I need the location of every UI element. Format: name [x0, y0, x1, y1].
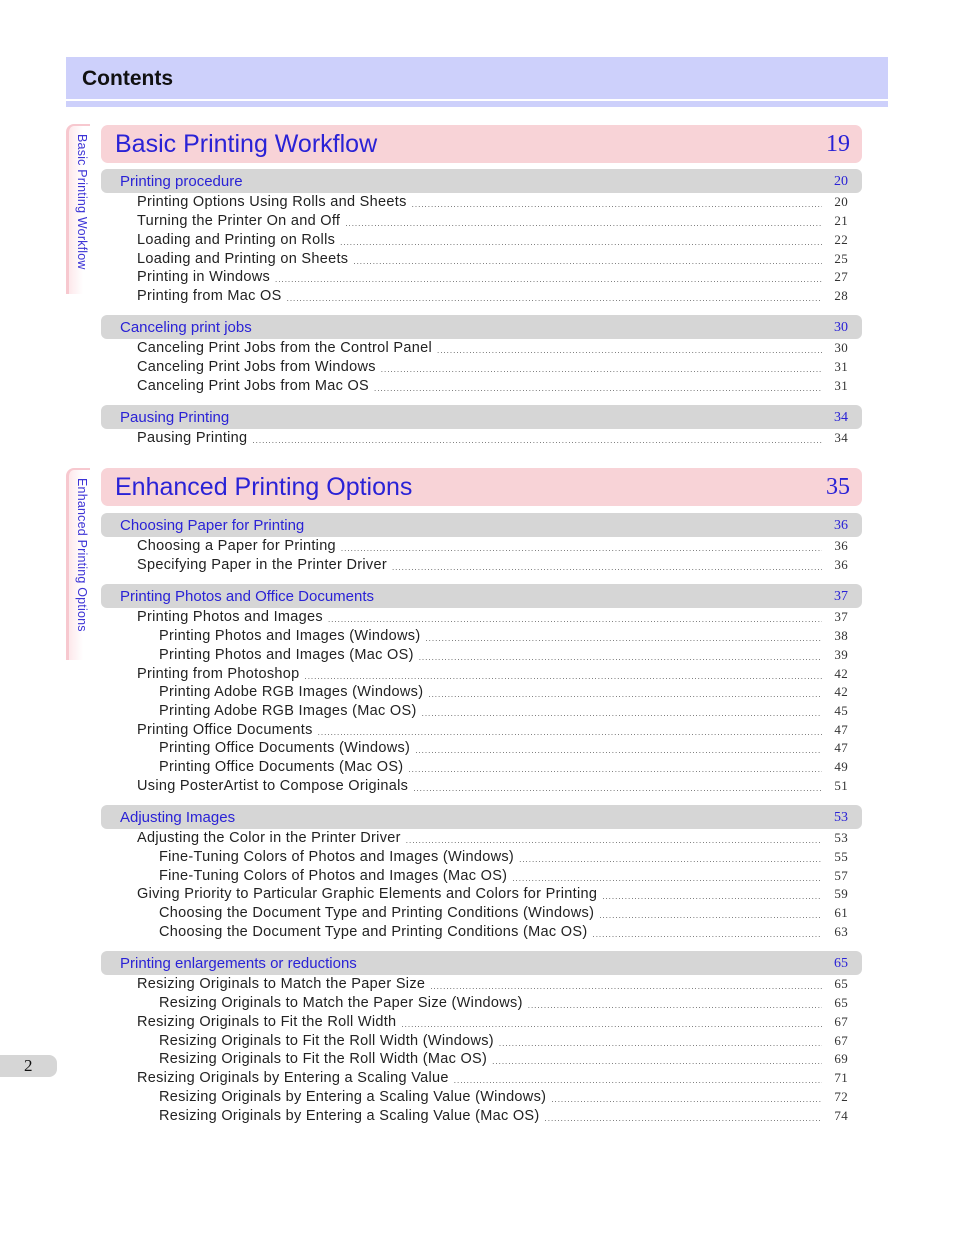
dot-leader	[275, 269, 822, 283]
entry-page-number: 47	[834, 740, 848, 755]
toc-entry[interactable]	[137, 359, 848, 378]
entry-page-number: 34	[834, 430, 848, 445]
entry-page-number: 49	[834, 759, 848, 774]
section-title: Printing enlargements or reductions	[120, 955, 357, 972]
toc-subentry[interactable]	[159, 905, 848, 924]
dot-leader	[545, 1108, 822, 1122]
dot-leader	[592, 924, 822, 938]
chapter-title: Enhanced Printing Options	[115, 473, 413, 501]
entry-title: Resizing Originals by Entering a Scaling Value (Windows)	[159, 1089, 547, 1105]
toc-subentry[interactable]	[159, 740, 848, 759]
entry-title: Using PosterArtist to Compose Originals	[137, 778, 409, 794]
toc-subentry[interactable]	[159, 628, 848, 647]
section-title: Printing Photos and Office Documents	[120, 588, 375, 605]
section-page-number: 36	[834, 518, 848, 533]
toc-entry[interactable]	[137, 232, 848, 251]
toc-subentry[interactable]	[159, 1108, 848, 1127]
dot-leader	[512, 868, 822, 882]
entry-title: Printing Photos and Images (Mac OS)	[159, 647, 414, 663]
entry-page-number: 65	[834, 976, 848, 991]
entry-page-number: 57	[834, 868, 848, 883]
dot-leader	[413, 778, 822, 792]
toc-entry[interactable]	[137, 340, 848, 359]
dot-leader	[412, 194, 822, 208]
toc-subentry[interactable]	[159, 849, 848, 868]
entry-title: Adjusting the Color in the Printer Driver	[137, 830, 401, 846]
entry-title: Printing Photos and Images (Windows)	[159, 628, 421, 644]
entry-title: Specifying Paper in the Printer Driver	[137, 557, 387, 573]
chapter-heading[interactable]	[101, 125, 862, 163]
section-heading[interactable]	[101, 951, 862, 975]
header-divider	[66, 101, 888, 107]
toc-entry[interactable]	[137, 830, 848, 849]
entry-title: Choosing the Document Type and Printing Conditions (Windows)	[159, 905, 595, 921]
chapter-page-number: 35	[826, 474, 850, 500]
entry-title: Fine-Tuning Colors of Photos and Images (Windows)	[159, 849, 515, 865]
dot-leader	[304, 666, 822, 680]
contents-header	[66, 57, 888, 99]
entry-title: Printing from Mac OS	[137, 288, 282, 304]
entry-title: Loading and Printing on Rolls	[137, 232, 336, 248]
toc-subentry[interactable]	[159, 1051, 848, 1070]
toc-subentry[interactable]	[159, 868, 848, 887]
dot-leader	[287, 288, 822, 302]
chapter-heading[interactable]	[101, 468, 862, 506]
entry-title: Resizing Originals to Fit the Roll Width (Mac OS)	[159, 1051, 488, 1067]
entry-title: Printing in Windows	[137, 269, 271, 285]
toc-subentry[interactable]	[159, 684, 848, 703]
dot-leader	[318, 722, 822, 736]
section-heading[interactable]	[101, 513, 862, 537]
entry-page-number: 22	[834, 232, 848, 247]
toc-subentry[interactable]	[159, 924, 848, 943]
toc-entry[interactable]	[137, 251, 848, 270]
entry-page-number: 65	[834, 995, 848, 1010]
toc-entry[interactable]	[137, 269, 848, 288]
dot-leader	[408, 759, 822, 773]
section-page-number: 37	[834, 589, 848, 604]
toc-entry[interactable]	[137, 194, 848, 213]
toc-entry[interactable]	[137, 609, 848, 628]
entry-page-number: 67	[834, 1014, 848, 1029]
entry-page-number: 27	[834, 269, 848, 284]
entry-title: Printing Adobe RGB Images (Windows)	[159, 684, 424, 700]
entry-title: Printing Office Documents (Mac OS)	[159, 759, 404, 775]
entry-page-number: 30	[834, 340, 848, 355]
toc-subentry[interactable]	[159, 647, 848, 666]
entry-page-number: 31	[834, 378, 848, 393]
entry-title: Resizing Originals to Match the Paper Size (Windows)	[159, 995, 523, 1011]
page-number: 2	[24, 1056, 33, 1075]
entry-page-number: 61	[834, 905, 848, 920]
dot-leader	[499, 1033, 822, 1047]
toc-entry[interactable]	[137, 976, 848, 995]
entry-title: Printing from Photoshop	[137, 666, 300, 682]
entry-page-number: 67	[834, 1033, 848, 1048]
entry-title: Fine-Tuning Colors of Photos and Images (Mac OS)	[159, 868, 508, 884]
side-tab-label: Enhanced Printing Options	[75, 478, 89, 632]
dot-leader	[602, 886, 822, 900]
entry-page-number: 72	[834, 1089, 848, 1104]
entry-page-number: 53	[834, 830, 848, 845]
entry-page-number: 74	[834, 1108, 848, 1123]
entry-title: Printing Options Using Rolls and Sheets	[137, 194, 407, 210]
entry-page-number: 69	[834, 1051, 848, 1066]
dot-leader	[374, 378, 822, 392]
entry-title: Resizing Originals to Fit the Roll Width (Windows)	[159, 1033, 494, 1049]
toc-entry[interactable]	[137, 778, 848, 797]
dot-leader	[492, 1051, 822, 1065]
section-heading[interactable]	[101, 315, 862, 339]
toc-subentry[interactable]	[159, 703, 848, 722]
toc-entry[interactable]	[137, 722, 848, 741]
entry-title: Canceling Print Jobs from Mac OS	[137, 378, 370, 394]
entry-page-number: 51	[834, 778, 848, 793]
section-page-number: 53	[834, 810, 848, 825]
dot-leader	[551, 1089, 822, 1103]
entry-title: Printing Photos and Images	[137, 609, 323, 625]
dot-leader	[419, 647, 822, 661]
dot-leader	[392, 557, 822, 571]
entry-page-number: 36	[834, 557, 848, 572]
entry-title: Turning the Printer On and Off	[137, 213, 341, 229]
dot-leader	[437, 340, 822, 354]
chapter-title: Basic Printing Workflow	[115, 130, 378, 158]
dot-leader	[353, 251, 822, 265]
entry-title: Canceling Print Jobs from Windows	[137, 359, 376, 375]
entry-page-number: 25	[834, 251, 848, 266]
entry-title: Choosing the Document Type and Printing Conditions (Mac OS)	[159, 924, 588, 940]
dot-leader	[430, 976, 822, 990]
entry-page-number: 42	[834, 684, 848, 699]
entry-title: Printing Office Documents (Windows)	[159, 740, 411, 756]
entry-title: Resizing Originals by Entering a Scaling Value	[137, 1070, 449, 1086]
dot-leader	[599, 905, 822, 919]
section-heading[interactable]	[101, 805, 862, 829]
entry-page-number: 21	[834, 213, 848, 228]
side-tab-label: Basic Printing Workflow	[75, 134, 89, 270]
dot-leader	[528, 995, 822, 1009]
dot-leader	[328, 609, 822, 623]
entry-title: Resizing Originals to Fit the Roll Width	[137, 1014, 397, 1030]
toc-entry[interactable]	[137, 430, 848, 449]
side-tab-enhanced[interactable]	[66, 468, 90, 660]
section-heading[interactable]	[101, 405, 862, 429]
entry-page-number: 42	[834, 666, 848, 681]
section-title: Choosing Paper for Printing	[120, 517, 305, 534]
entry-page-number: 37	[834, 609, 848, 624]
entry-title: Resizing Originals by Entering a Scaling Value (Mac OS)	[159, 1108, 540, 1124]
entry-page-number: 28	[834, 288, 848, 303]
entry-title: Printing Adobe RGB Images (Mac OS)	[159, 703, 417, 719]
entry-title: Pausing Printing	[137, 430, 248, 446]
entry-title: Canceling Print Jobs from the Control Panel	[137, 340, 432, 356]
section-title: Printing procedure	[120, 173, 243, 190]
entry-page-number: 39	[834, 647, 848, 662]
entry-page-number: 63	[834, 924, 848, 939]
section-page-number: 65	[834, 956, 848, 971]
entry-page-number: 20	[834, 194, 848, 209]
entry-title: Choosing a Paper for Printing	[137, 538, 336, 554]
toc-entry[interactable]	[137, 1014, 848, 1033]
section-title: Canceling print jobs	[120, 319, 252, 336]
toc-subentry[interactable]	[159, 1089, 848, 1108]
entry-page-number: 36	[834, 538, 848, 553]
section-heading[interactable]	[101, 169, 862, 193]
entry-title: Loading and Printing on Sheets	[137, 251, 349, 267]
toc-entry[interactable]	[137, 557, 848, 576]
section-title: Adjusting Images	[120, 809, 236, 826]
toc-entry[interactable]	[137, 1070, 848, 1089]
dot-leader	[519, 849, 822, 863]
dot-leader	[252, 430, 822, 444]
toc-entry[interactable]	[137, 666, 848, 685]
toc-subentry[interactable]	[159, 759, 848, 778]
dot-leader	[428, 684, 822, 698]
dot-leader	[340, 232, 822, 246]
toc-entry[interactable]	[137, 213, 848, 232]
dot-leader	[406, 830, 822, 844]
dot-leader	[345, 213, 822, 227]
entry-title: Printing Office Documents	[137, 722, 313, 738]
entry-page-number: 47	[834, 722, 848, 737]
entry-page-number: 55	[834, 849, 848, 864]
entry-page-number: 71	[834, 1070, 848, 1085]
dot-leader	[381, 359, 822, 373]
dot-leader	[415, 740, 822, 754]
section-page-number: 20	[834, 174, 848, 189]
toc-entry[interactable]	[137, 378, 848, 397]
dot-leader	[341, 538, 822, 552]
toc-entry[interactable]	[137, 538, 848, 557]
section-page-number: 30	[834, 320, 848, 335]
dot-leader	[401, 1014, 822, 1028]
side-tab-basic[interactable]	[66, 124, 90, 294]
entry-title: Resizing Originals to Match the Paper Size	[137, 976, 426, 992]
section-page-number: 34	[834, 410, 848, 425]
page-number-tab	[0, 1055, 57, 1077]
entry-page-number: 31	[834, 359, 848, 374]
toc-entry[interactable]	[137, 886, 848, 905]
section-heading[interactable]	[101, 584, 862, 608]
entry-page-number: 59	[834, 886, 848, 901]
page-title: Contents	[82, 67, 173, 90]
entry-page-number: 45	[834, 703, 848, 718]
section-title: Pausing Printing	[120, 409, 230, 426]
toc-subentry[interactable]	[159, 1033, 848, 1052]
entry-page-number: 38	[834, 628, 848, 643]
toc-subentry[interactable]	[159, 995, 848, 1014]
dot-leader	[422, 703, 822, 717]
dot-leader	[454, 1070, 822, 1084]
toc-entry[interactable]	[137, 288, 848, 307]
dot-leader	[425, 628, 822, 642]
chapter-page-number: 19	[826, 131, 850, 157]
entry-title: Giving Priority to Particular Graphic Elements and Colors for Printing	[137, 886, 598, 902]
